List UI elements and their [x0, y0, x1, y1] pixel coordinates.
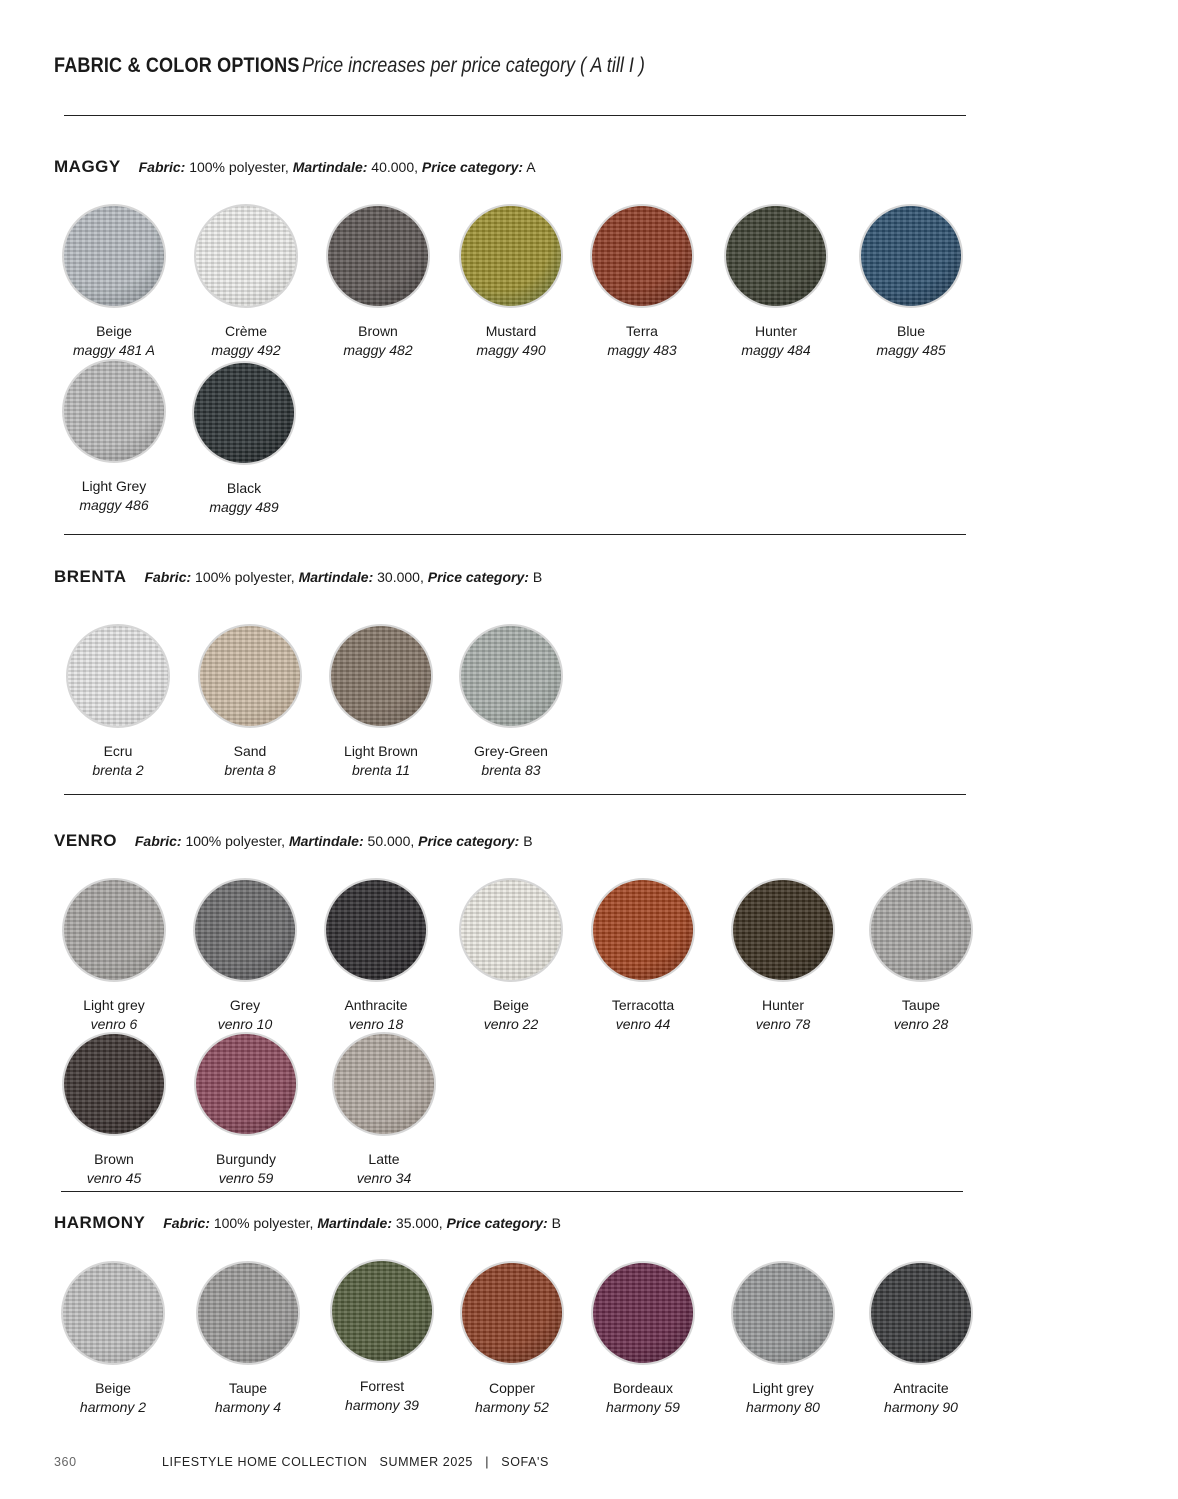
swatch-image — [869, 1261, 973, 1365]
price-category-label: Price category: — [446, 1215, 548, 1231]
section-name: BRENTA — [54, 567, 127, 586]
swatch-image — [196, 1261, 300, 1365]
swatch-code: maggy 483 — [607, 342, 677, 358]
martindale-label: Martindale: — [317, 1215, 393, 1231]
price-category-value: A — [526, 159, 536, 175]
swatch-image — [62, 878, 166, 982]
fabric-swatch — [39, 1032, 189, 1188]
swatch-image — [731, 878, 835, 982]
section-header-maggy — [54, 157, 536, 177]
price-category-label: Price category: — [427, 569, 529, 585]
martindale-value: 30.000, — [377, 569, 424, 585]
swatch-image — [66, 624, 170, 728]
swatch-color-name: Taupe — [901, 997, 941, 1013]
swatch-color-name: Light grey — [752, 1380, 814, 1396]
swatch-code: maggy 490 — [476, 342, 546, 358]
swatch-color-name: Blue — [896, 323, 926, 339]
swatch-color-name: Bordeaux — [613, 1380, 673, 1396]
fabric-label: Fabric: — [163, 1215, 210, 1231]
divider — [64, 534, 966, 535]
swatch-color-name: Crème — [224, 323, 267, 339]
swatch-code: harmony 2 — [79, 1399, 147, 1415]
swatch-code: venro 44 — [615, 1016, 671, 1032]
swatch-code: harmony 59 — [606, 1399, 680, 1415]
swatch-image — [591, 1261, 695, 1365]
swatch-image — [324, 878, 428, 982]
fabric-swatch — [309, 1032, 459, 1188]
fabric-swatch — [436, 624, 586, 780]
swatch-color-name: Sand — [233, 743, 267, 759]
divider — [61, 1191, 963, 1192]
swatch-color-name: Black — [226, 480, 262, 496]
swatch-code: venro 28 — [893, 1016, 949, 1032]
fabric-label: Fabric: — [134, 833, 182, 849]
page-title: FABRIC & COLOR OPTIONS — [54, 54, 300, 77]
swatch-color-name: Taupe — [228, 1380, 268, 1396]
swatch-code: venro 59 — [218, 1170, 274, 1186]
price-category-value: B — [523, 833, 533, 849]
fabric-swatch — [708, 878, 858, 1034]
fabric-swatch — [39, 359, 189, 515]
swatch-color-name: Beige — [493, 997, 529, 1013]
swatch-image — [62, 359, 166, 463]
martindale-label: Martindale: — [298, 569, 374, 585]
swatch-color-name: Beige — [95, 1380, 131, 1396]
price-note: Price increases per price category ( A till I ) — [302, 54, 645, 77]
martindale-value: 35.000, — [395, 1215, 443, 1231]
section-name: HARMONY — [54, 1213, 146, 1232]
swatch-image — [329, 624, 433, 728]
fabric-swatch — [39, 204, 189, 360]
swatch-code: maggy 486 — [79, 497, 149, 513]
swatch-image — [326, 204, 430, 308]
swatch-color-name: Grey — [229, 997, 261, 1013]
swatch-color-name: Brown — [358, 323, 398, 339]
swatch-code: brenta 11 — [351, 762, 411, 778]
fabric-swatch — [708, 1261, 858, 1417]
divider — [64, 794, 966, 795]
swatch-image — [61, 1261, 165, 1365]
swatch-image — [193, 878, 297, 982]
swatch-code: harmony 4 — [214, 1399, 282, 1415]
swatch-color-name: Grey-Green — [474, 743, 548, 759]
swatch-color-name: Ecru — [103, 743, 133, 759]
fabric-swatch — [43, 624, 193, 780]
fabric-swatch — [38, 1261, 188, 1417]
swatch-image — [459, 204, 563, 308]
price-category-label: Price category: — [421, 159, 524, 175]
martindale-value: 40.000, — [371, 159, 419, 175]
swatch-code: harmony 90 — [884, 1399, 958, 1415]
swatch-code: venro 45 — [86, 1170, 142, 1186]
swatch-color-name: Mustard — [485, 323, 537, 339]
section-header-brenta — [54, 567, 542, 587]
swatch-color-name: Forrest — [359, 1378, 405, 1394]
fabric-swatch — [701, 204, 851, 360]
fabric-swatch — [171, 204, 321, 360]
swatch-image — [869, 878, 973, 982]
swatch-code: maggy 489 — [209, 499, 279, 515]
fabric-value: 100% polyester, — [213, 1215, 314, 1231]
swatch-image — [62, 204, 166, 308]
swatch-image — [192, 361, 296, 465]
fabric-swatch — [303, 204, 453, 360]
fabric-swatch — [306, 624, 456, 780]
section-name: MAGGY — [54, 157, 121, 176]
fabric-swatch — [307, 1259, 457, 1415]
swatch-code: venro 78 — [755, 1016, 811, 1032]
fabric-swatch — [846, 1261, 996, 1417]
swatch-image — [459, 624, 563, 728]
fabric-swatch — [170, 878, 320, 1034]
price-category-label: Price category: — [418, 833, 520, 849]
fabric-swatch — [568, 878, 718, 1034]
fabric-swatch — [171, 1032, 321, 1188]
swatch-code: venro 34 — [356, 1170, 412, 1186]
price-category-value: B — [551, 1215, 561, 1231]
fabric-swatch — [436, 204, 586, 360]
fabric-label: Fabric: — [138, 159, 186, 175]
swatch-image — [731, 1261, 835, 1365]
swatch-image — [459, 878, 563, 982]
swatch-color-name: Light grey — [83, 997, 145, 1013]
swatch-color-name: Terracotta — [611, 997, 675, 1013]
swatch-code: maggy 492 — [211, 342, 281, 358]
fabric-swatch — [568, 1261, 718, 1417]
swatch-image — [591, 878, 695, 982]
swatch-code: venro 22 — [483, 1016, 539, 1032]
page-number: 360 — [54, 1455, 77, 1469]
martindale-value: 50.000, — [367, 833, 415, 849]
swatch-color-name: Terra — [626, 323, 658, 339]
martindale-label: Martindale: — [292, 159, 368, 175]
swatch-code: brenta 8 — [224, 762, 276, 778]
fabric-label: Fabric: — [144, 569, 192, 585]
swatch-image — [724, 204, 828, 308]
fabric-swatch — [567, 204, 717, 360]
swatch-color-name: Light Grey — [81, 478, 147, 494]
swatch-color-name: Burgundy — [216, 1151, 276, 1167]
swatch-image — [590, 204, 694, 308]
fabric-value: 100% polyester, — [195, 569, 295, 585]
fabric-swatch — [846, 878, 996, 1034]
swatch-code: harmony 80 — [746, 1399, 820, 1415]
swatch-image — [859, 204, 963, 308]
swatch-code: venro 6 — [90, 1016, 138, 1032]
fabric-swatch — [301, 878, 451, 1034]
swatch-code: maggy 485 — [876, 342, 946, 358]
section-name: VENRO — [54, 831, 117, 850]
swatch-image — [460, 1261, 564, 1365]
swatch-color-name: Hunter — [761, 997, 805, 1013]
swatch-color-name: Hunter — [754, 323, 798, 339]
swatch-color-name: Light Brown — [344, 743, 418, 759]
swatch-image — [194, 204, 298, 308]
fabric-swatch — [173, 1261, 323, 1417]
fabric-swatch — [169, 361, 319, 517]
section-header-harmony — [54, 1213, 561, 1233]
fabric-swatch — [39, 878, 189, 1034]
swatch-color-name: Anthracite — [344, 997, 408, 1013]
swatch-color-name: Antracite — [893, 1380, 949, 1396]
swatch-code: venro 18 — [348, 1016, 404, 1032]
footer-text: LIFESTYLE HOME COLLECTION SUMMER 2025 | SOFA'S — [162, 1455, 549, 1469]
swatch-code: maggy 482 — [343, 342, 413, 358]
fabric-value: 100% polyester, — [189, 159, 289, 175]
section-header-venro — [54, 831, 533, 851]
swatch-code: brenta 83 — [481, 762, 541, 778]
swatch-code: harmony 52 — [475, 1399, 549, 1415]
swatch-color-name: Beige — [96, 323, 132, 339]
swatch-image — [62, 1032, 166, 1136]
fabric-swatch — [175, 624, 325, 780]
swatch-code: brenta 2 — [92, 762, 144, 778]
martindale-label: Martindale: — [288, 833, 364, 849]
swatch-code: venro 10 — [217, 1016, 273, 1032]
swatch-image — [330, 1259, 434, 1363]
swatch-code: harmony 39 — [345, 1397, 419, 1413]
swatch-color-name: Brown — [94, 1151, 134, 1167]
swatch-image — [332, 1032, 436, 1136]
swatch-color-name: Latte — [368, 1151, 400, 1167]
divider — [64, 115, 966, 116]
fabric-value: 100% polyester, — [185, 833, 286, 849]
swatch-code: maggy 484 — [741, 342, 811, 358]
swatch-image — [198, 624, 302, 728]
fabric-swatch — [836, 204, 986, 360]
price-category-value: B — [532, 569, 543, 585]
swatch-color-name: Copper — [489, 1380, 535, 1396]
fabric-swatch — [436, 878, 586, 1034]
swatch-image — [194, 1032, 298, 1136]
fabric-swatch — [437, 1261, 587, 1417]
swatch-code: maggy 481 A — [73, 342, 155, 358]
